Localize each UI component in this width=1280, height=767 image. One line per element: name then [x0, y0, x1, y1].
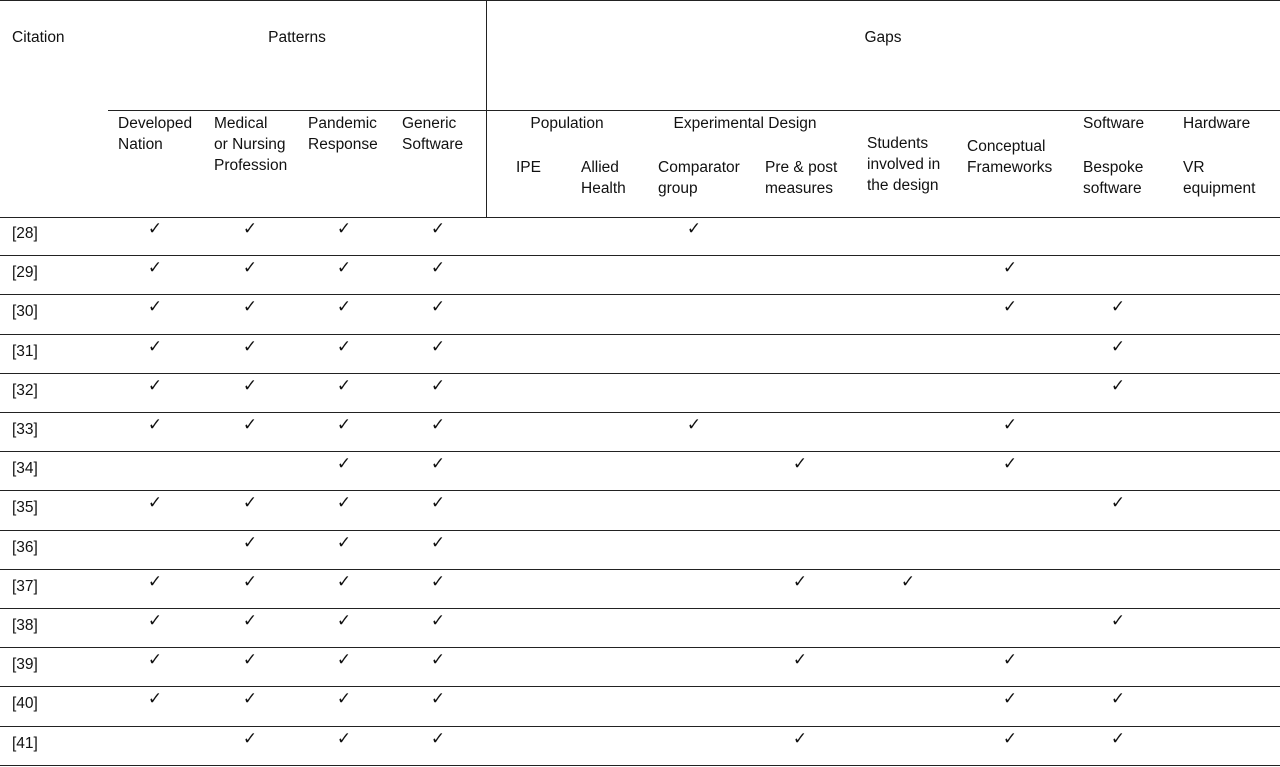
check-mark-generic-software: ✓ [430, 650, 446, 670]
check-mark-bespoke-software: ✓ [1110, 611, 1126, 630]
check-mark-pandemic-response: ✓ [336, 297, 352, 317]
patterns-gaps-divider [486, 0, 487, 217]
col-pandemic-response: Pandemic Response [308, 115, 378, 153]
check-mark-medical-nursing: ✓ [242, 532, 258, 552]
col-conceptual-frameworks: Conceptual Frameworks [967, 138, 1053, 176]
check-mark-pandemic-response: ✓ [336, 219, 352, 238]
table-row [0, 413, 1280, 452]
check-mark-conceptual-frameworks: ✓ [1002, 297, 1018, 317]
citation-cell: [29] [12, 264, 38, 282]
check-mark-developed-nation: ✓ [147, 258, 163, 278]
group-hardware: Hardware [1183, 115, 1251, 132]
citation-cell: [31] [12, 342, 38, 360]
row-rule [0, 765, 1280, 766]
subheader-rule [108, 110, 1280, 111]
check-mark-medical-nursing: ✓ [242, 219, 258, 238]
col-pre-post: Pre & post measures [765, 159, 838, 197]
check-mark-generic-software: ✓ [430, 219, 446, 238]
check-mark-generic-software: ✓ [430, 571, 446, 591]
group-population: Population [530, 115, 604, 132]
check-mark-pre-post: ✓ [792, 728, 808, 748]
check-mark-conceptual-frameworks: ✓ [1002, 728, 1018, 748]
check-mark-pandemic-response: ✓ [336, 571, 352, 591]
check-mark-generic-software: ✓ [430, 689, 446, 709]
check-mark-pandemic-response: ✓ [336, 375, 352, 395]
check-mark-pandemic-response: ✓ [336, 454, 352, 474]
col-developed-nation: Developed Nation [118, 115, 193, 153]
col-allied-health: Allied Health [581, 159, 626, 197]
check-mark-medical-nursing: ✓ [242, 258, 258, 278]
citation-cell: [28] [12, 225, 38, 242]
check-mark-medical-nursing: ✓ [242, 493, 258, 513]
check-mark-medical-nursing: ✓ [242, 650, 258, 670]
check-mark-pandemic-response: ✓ [336, 650, 352, 670]
top-rule [0, 0, 1280, 1]
table-row [0, 452, 1280, 491]
header-patterns: Patterns [268, 29, 326, 46]
check-mark-developed-nation: ✓ [147, 689, 163, 709]
col-generic-software: Generic Software [402, 115, 464, 153]
check-mark-conceptual-frameworks: ✓ [1002, 689, 1018, 709]
citation-cell: [38] [12, 617, 38, 634]
table-row [0, 217, 1280, 256]
col-comparator-group: Comparator group [658, 159, 740, 197]
check-mark-pre-post: ✓ [792, 650, 808, 670]
group-experimental-design: Experimental Design [673, 115, 817, 132]
check-mark-students-design: ✓ [900, 571, 916, 591]
check-mark-bespoke-software: ✓ [1110, 689, 1126, 709]
table-row [0, 727, 1280, 766]
table-row [0, 687, 1280, 726]
check-mark-generic-software: ✓ [430, 728, 446, 748]
table-row [0, 295, 1280, 334]
table-row [0, 491, 1280, 530]
check-mark-pre-post: ✓ [792, 571, 808, 591]
citation-cell: [32] [12, 381, 38, 399]
check-mark-generic-software: ✓ [430, 611, 446, 630]
check-mark-medical-nursing: ✓ [242, 728, 258, 748]
col-bespoke-software: Bespoke software [1083, 159, 1144, 197]
check-mark-generic-software: ✓ [430, 297, 446, 317]
table-row [0, 374, 1280, 413]
check-mark-conceptual-frameworks: ✓ [1002, 258, 1018, 278]
check-mark-developed-nation: ✓ [147, 297, 163, 317]
check-mark-generic-software: ✓ [430, 415, 446, 434]
check-mark-bespoke-software: ✓ [1110, 297, 1126, 317]
check-mark-generic-software: ✓ [430, 336, 446, 356]
check-mark-pandemic-response: ✓ [336, 258, 352, 278]
check-mark-pandemic-response: ✓ [336, 493, 352, 513]
check-mark-developed-nation: ✓ [147, 336, 163, 356]
table-row [0, 256, 1280, 295]
check-mark-pandemic-response: ✓ [336, 689, 352, 709]
col-students-design: Students involved in the design [867, 135, 941, 194]
check-mark-pandemic-response: ✓ [336, 611, 352, 630]
col-medical-nursing: Medical or Nursing Profession [214, 115, 288, 174]
table-row [0, 531, 1280, 570]
check-mark-comparator-group: ✓ [686, 219, 702, 238]
citation-cell: [39] [12, 656, 38, 674]
check-mark-medical-nursing: ✓ [242, 415, 258, 434]
check-mark-pandemic-response: ✓ [336, 336, 352, 356]
check-mark-developed-nation: ✓ [147, 415, 163, 434]
check-mark-pandemic-response: ✓ [336, 532, 352, 552]
check-mark-conceptual-frameworks: ✓ [1002, 415, 1018, 434]
check-mark-medical-nursing: ✓ [242, 611, 258, 630]
check-mark-pandemic-response: ✓ [336, 728, 352, 748]
check-mark-generic-software: ✓ [430, 375, 446, 395]
citation-cell: [37] [12, 577, 38, 595]
header-citation: Citation [12, 29, 65, 46]
check-mark-medical-nursing: ✓ [242, 336, 258, 356]
check-mark-developed-nation: ✓ [147, 219, 163, 238]
col-vr-equipment: VR equipment [1183, 159, 1256, 197]
header-gaps: Gaps [864, 29, 902, 46]
check-mark-pandemic-response: ✓ [336, 415, 352, 434]
col-ipe: IPE [516, 159, 541, 176]
check-mark-pre-post: ✓ [792, 454, 808, 474]
check-mark-developed-nation: ✓ [147, 650, 163, 670]
table-row [0, 648, 1280, 687]
check-mark-bespoke-software: ✓ [1110, 375, 1126, 395]
check-mark-bespoke-software: ✓ [1110, 493, 1126, 513]
citation-cell: [30] [12, 303, 38, 321]
check-mark-bespoke-software: ✓ [1110, 728, 1126, 748]
check-mark-comparator-group: ✓ [686, 415, 702, 434]
citation-cell: [41] [12, 734, 38, 752]
citation-cell: [35] [12, 499, 38, 517]
check-mark-medical-nursing: ✓ [242, 571, 258, 591]
group-software: Software [1083, 115, 1145, 132]
check-mark-developed-nation: ✓ [147, 571, 163, 591]
check-mark-conceptual-frameworks: ✓ [1002, 650, 1018, 670]
citation-cell: [33] [12, 421, 38, 438]
check-mark-generic-software: ✓ [430, 532, 446, 552]
table-row [0, 570, 1280, 609]
citation-cell: [36] [12, 538, 38, 556]
check-mark-medical-nursing: ✓ [242, 689, 258, 709]
check-mark-developed-nation: ✓ [147, 375, 163, 395]
citation-cell: [40] [12, 695, 38, 713]
check-mark-developed-nation: ✓ [147, 611, 163, 630]
check-mark-generic-software: ✓ [430, 258, 446, 278]
check-mark-bespoke-software: ✓ [1110, 336, 1126, 356]
check-mark-developed-nation: ✓ [147, 493, 163, 513]
check-mark-medical-nursing: ✓ [242, 297, 258, 317]
check-mark-generic-software: ✓ [430, 454, 446, 474]
check-mark-generic-software: ✓ [430, 493, 446, 513]
table-row [0, 335, 1280, 374]
table-row [0, 609, 1280, 648]
check-mark-medical-nursing: ✓ [242, 375, 258, 395]
check-mark-conceptual-frameworks: ✓ [1002, 454, 1018, 474]
citation-cell: [34] [12, 460, 38, 478]
